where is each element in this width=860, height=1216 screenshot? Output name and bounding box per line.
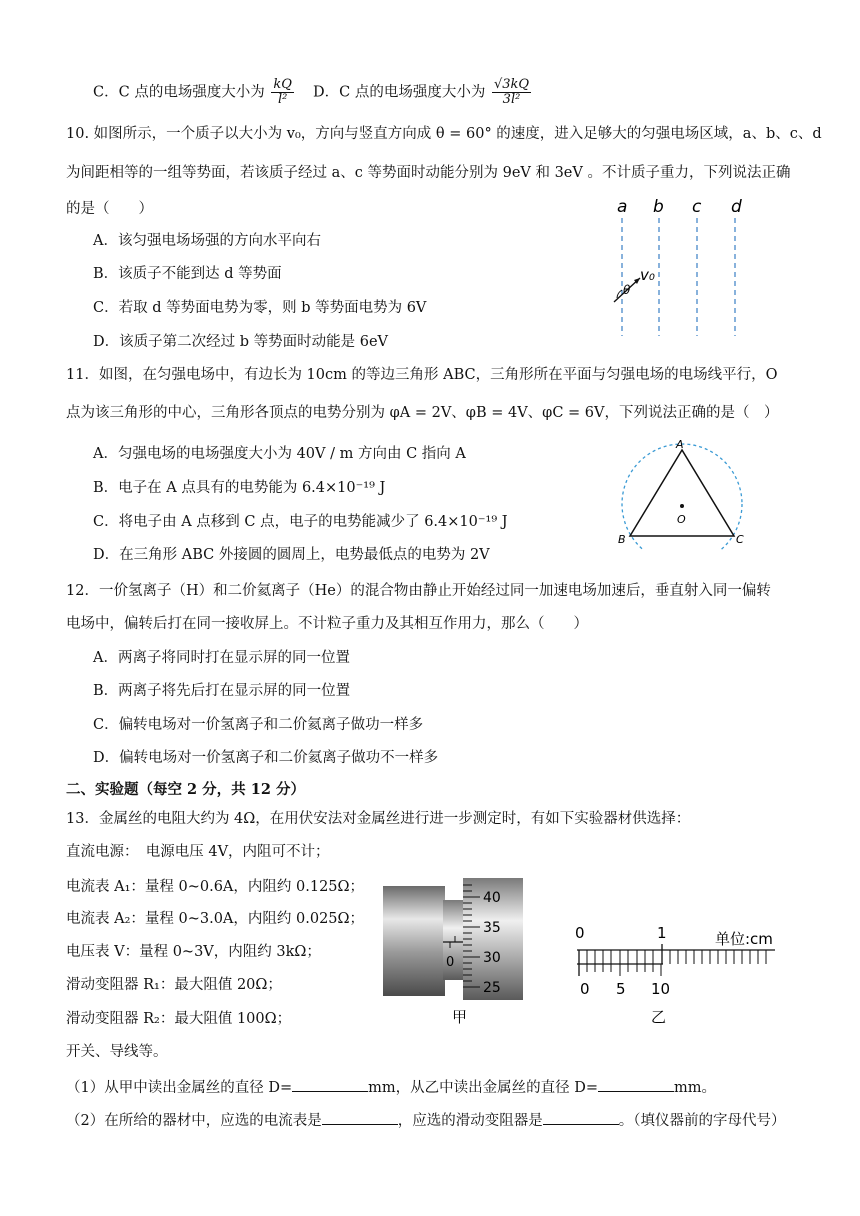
equipment-ammeter-a1: 电流表 A₁：量程 0~0.6A，内阻约 0.125Ω； — [66, 879, 365, 895]
q10-option-d: D．该质子第二次经过 b 等势面时动能是 6eV — [93, 334, 389, 350]
equipment-ammeter-a2: 电流表 A₂：量程 0~3.0A，内阻约 0.025Ω； — [66, 911, 365, 927]
vernier-label-5: 5 — [616, 980, 626, 998]
answer-blank-rheostat[interactable] — [543, 1110, 619, 1125]
vertex-a-label: A — [676, 438, 684, 451]
q11-option-b: B．电子在 A 点具有的电势能为 6.4×10⁻¹⁹ J — [93, 480, 386, 496]
label-c: c — [692, 197, 702, 217]
q10-option-b: B．该质子不能到达 d 等势面 — [93, 266, 282, 282]
q12-option-d: D．偏转电场对一价氢离子和二价氦离子做功不一样多 — [93, 750, 439, 766]
q9-d-text: C 点的电场强度大小为 — [339, 84, 486, 101]
q9-option-c — [93, 78, 296, 107]
answer-blank-d-micrometer[interactable] — [292, 1077, 368, 1092]
q13-part1 — [66, 1077, 716, 1098]
caliper-caption: 乙 — [651, 1008, 667, 1026]
q10-stem-line1: 10. 如图所示，一个质子以大小为 v₀，方向与竖直方向成 θ = 60° 的速度，进入足够大的匀强电场区域，a、b、c、d — [66, 126, 822, 142]
center-o-label: O — [677, 513, 686, 526]
micrometer-caption: 甲 — [452, 1008, 468, 1026]
answer-blank-d-caliper[interactable] — [598, 1077, 674, 1092]
q11-option-c: C．将电子由 A 点移到 C 点，电子的电势能减少了 6.4×10⁻¹⁹ J — [93, 514, 508, 530]
label-d: d — [731, 197, 742, 217]
q11-stem-line1: 11．如图，在匀强电场中，有边长为 10cm 的等边三角形 ABC，三角形所在平面与匀强电场的电场线平行，O — [66, 367, 778, 383]
q12-stem-line1: 12．一价氢离子（H）和二价氦离子（He）的混合物由静止开始经过同一加速电场加速后，垂直射入同一偏转 — [66, 583, 771, 599]
q12-option-b: B．两离子将先后打在显示屏的同一位置 — [93, 683, 351, 699]
thimble-tick-30: 30 — [483, 950, 501, 966]
equipment-power: 直流电源： 电源电压 4V，内阻可不计； — [66, 844, 330, 860]
q11-option-a: A．匀强电场的电场强度大小为 40V / m 方向由 C 指向 A — [93, 446, 466, 462]
main-scale-label-1: 1 — [657, 924, 667, 942]
q9-c-den: l² — [278, 92, 288, 107]
equipment-rheostat-r2: 滑动变阻器 R₂：最大阻值 100Ω； — [66, 1011, 292, 1027]
q10-option-a: A．该匀强电场场强的方向水平向右 — [93, 233, 321, 249]
q10-stem-line3: 的是（ ） — [66, 201, 153, 217]
q11-stem-line2: 点为该三角形的中心，三角形各顶点的电势分别为 φA = 2V、φB = 4V、φC = 6V，下列说法正确的是（ ） — [66, 405, 779, 421]
equipment-rheostat-r1: 滑动变阻器 R₁：最大阻值 20Ω； — [66, 977, 282, 993]
q13-stem: 13．金属丝的电阻大约为 4Ω，在用伏安法对金属丝进行进一步测定时，有如下实验器材供选择： — [66, 811, 691, 827]
q13-part2 — [66, 1110, 785, 1131]
label-a: a — [617, 197, 628, 217]
q10-stem-line2: 为间距相等的一组等势面，若该质子经过 a、c 等势面时动能分别为 9eV 和 3eV 。不计质子重力，下列说法正确 — [66, 165, 791, 181]
label-b: b — [653, 197, 664, 217]
q9-option-d — [313, 78, 533, 107]
v0-label: v₀ — [640, 266, 655, 284]
q12-option-c: C．偏转电场对一价氢离子和二价氦离子做功一样多 — [93, 717, 424, 733]
q9-d-prefix: D． — [313, 84, 340, 101]
part2-text-b: ，应选的滑动变阻器是 — [397, 1113, 543, 1129]
q10-option-c: C．若取 d 等势面电势为零，则 b 等势面电势为 6V — [93, 300, 427, 316]
vertex-c-label: C — [736, 533, 744, 546]
thimble-tick-35: 35 — [483, 920, 501, 936]
thimble-tick-40: 40 — [483, 890, 501, 906]
q11-option-d: D．在三角形 ABC 外接圆的圆周上，电势最低点的电势为 2V — [93, 547, 490, 563]
part1-text-b: mm，从乙中读出金属丝的直径 D= — [368, 1080, 598, 1096]
section-heading: 二、实验题（每空 2 分，共 12 分） — [66, 781, 305, 798]
q9-c-text: C 点的电场强度大小为 — [118, 84, 265, 101]
q12-stem-line2: 电场中，偏转后打在同一接收屏上。不计粒子重力及其相互作用力，那么（ ） — [66, 616, 588, 632]
caliper-figure — [565, 918, 785, 1028]
thimble-tick-25: 25 — [483, 980, 501, 996]
center-point-o — [680, 504, 684, 508]
part2-text-a: （2）在所给的器材中，应选的电流表是 — [66, 1113, 322, 1129]
sleeve-zero-label: 0 — [446, 955, 455, 970]
theta-label: θ — [623, 283, 631, 297]
equipment-switch: 开关、导线等。 — [66, 1044, 168, 1060]
q9-d-den: 3l² — [502, 92, 521, 107]
q9-d-fraction — [492, 78, 531, 107]
q9-c-prefix: C． — [93, 84, 119, 101]
part1-text-c: mm。 — [674, 1080, 716, 1096]
vernier-label-10: 10 — [651, 980, 671, 998]
main-scale-label-0: 0 — [575, 924, 585, 942]
q10-equipotential-figure — [600, 190, 760, 340]
micrometer-figure — [380, 870, 530, 1030]
circumcircle — [622, 444, 742, 550]
vernier-label-0: 0 — [580, 980, 590, 998]
equipment-voltmeter: 电压表 V：量程 0~3V，内阻约 3kΩ； — [66, 944, 321, 960]
answer-blank-ammeter[interactable] — [322, 1110, 398, 1125]
q9-c-num: kQ — [273, 77, 292, 92]
q12-option-a: A．两离子将同时打在显示屏的同一位置 — [93, 650, 350, 666]
q9-c-fraction — [271, 78, 294, 107]
q9-d-num: √3kQ — [493, 77, 530, 92]
q11-triangle-figure — [612, 436, 752, 550]
part1-text-a: （1）从甲中读出金属丝的直径 D= — [66, 1080, 293, 1096]
vertex-b-label: B — [618, 533, 626, 546]
micrometer-frame — [383, 886, 445, 996]
part2-text-c: 。（填仪器前的字母代号） — [618, 1113, 786, 1129]
unit-label: 单位:cm — [715, 930, 773, 948]
